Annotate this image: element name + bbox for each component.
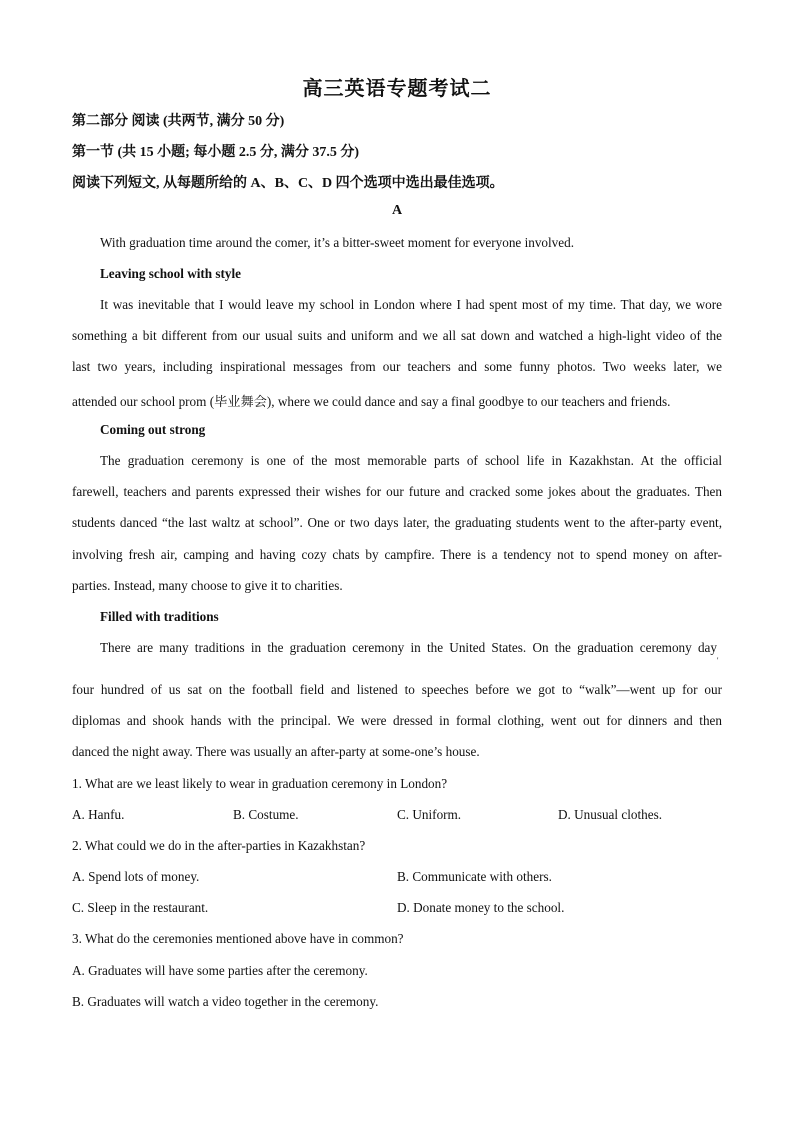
question-stem: 3. What do the ceremonies mentioned above have in common? — [72, 931, 404, 946]
paragraph-line: diplomas and shook hands with the principal. We were dressed in formal clothing, went out for dinners and then — [72, 713, 722, 728]
section-heading-filled: Filled with traditions — [100, 609, 219, 624]
section-heading: 第一节 (共 15 小题; 每小题 2.5 分, 满分 37.5 分) — [72, 145, 359, 160]
option-a: A. Spend lots of money. — [72, 869, 200, 884]
paragraph-line: The graduation ceremony is one of the most memorable parts of school life in Kazakhstan. At the official — [100, 453, 722, 468]
paragraph-line: It was inevitable that I would leave my school in London where I had spent most of my time. That day, we wore — [100, 297, 722, 312]
paragraph-line: involving fresh air, camping and having cozy chats by campfire. There is a tendency not to spend money on after- — [72, 547, 722, 562]
passage-label: A — [391, 203, 403, 218]
paragraph-line: last two years, including inspirational messages from our teachers and some funny photos. Two weeks later, we — [72, 359, 722, 374]
question-stem: 1. What are we least likely to wear in graduation ceremony in London? — [72, 776, 448, 791]
part-heading: 第二部分 阅读 (共两节, 满分 50 分) — [72, 114, 285, 129]
paragraph-line: students danced “the last waltz at school”. One or two days later, the graduating students went to the after-party event, — [72, 515, 722, 530]
paragraph-line: There are many traditions in the graduation ceremony in the United States. On the graduation ceremony day — [100, 640, 717, 655]
option-c: C. Sleep in the restaurant. — [72, 900, 209, 915]
paragraph-line: something a bit different from our usual suits and uniform and we all sat down and watched a high-light video of the — [72, 328, 722, 343]
option-d: D. Donate money to the school. — [397, 900, 565, 915]
exam-title: 高三英语专题考试二 — [302, 78, 492, 100]
instruction-text: 阅读下列短文, 从每题所给的 A、B、C、D 四个选项中选出最佳选项。 — [72, 176, 504, 191]
section-heading-leaving: Leaving school with style — [100, 266, 242, 281]
option-b: B. Costume. — [233, 807, 299, 822]
paragraph-line: four hundred of us sat on the football field and listened to speeches before we got to “walk”—went up for our — [72, 682, 722, 697]
option-b: B. Communicate with others. — [397, 869, 552, 884]
section-heading-coming: Coming out strong — [100, 422, 206, 437]
passage-intro: With graduation time around the comer, it’s a bitter-sweet moment for everyone involved. — [100, 235, 575, 250]
paragraph-line: farewell, teachers and parents expressed their wishes for our future and cracked some jokes about the graduates. Then — [72, 484, 722, 499]
question-stem: 2. What could we do in the after-parties in Kazakhstan? — [72, 838, 366, 853]
option-d: D. Unusual clothes. — [558, 807, 663, 822]
option-b: B. Graduates will watch a video together in the ceremony. — [72, 994, 379, 1009]
paragraph-line: attended our school prom (毕业舞会), where we could dance and say a final goodbye to our teachers and friends. — [72, 394, 671, 409]
option-a: A. Hanfu. — [72, 807, 125, 822]
option-c: C. Uniform. — [397, 807, 462, 822]
paragraph-line: danced the night away. There was usually an after-party at some-one’s house. — [72, 744, 480, 759]
stray-mark: ' — [717, 656, 719, 665]
option-a: A. Graduates will have some parties after the ceremony. — [72, 963, 368, 978]
paragraph-line: parties. Instead, many choose to give it to charities. — [72, 578, 343, 593]
